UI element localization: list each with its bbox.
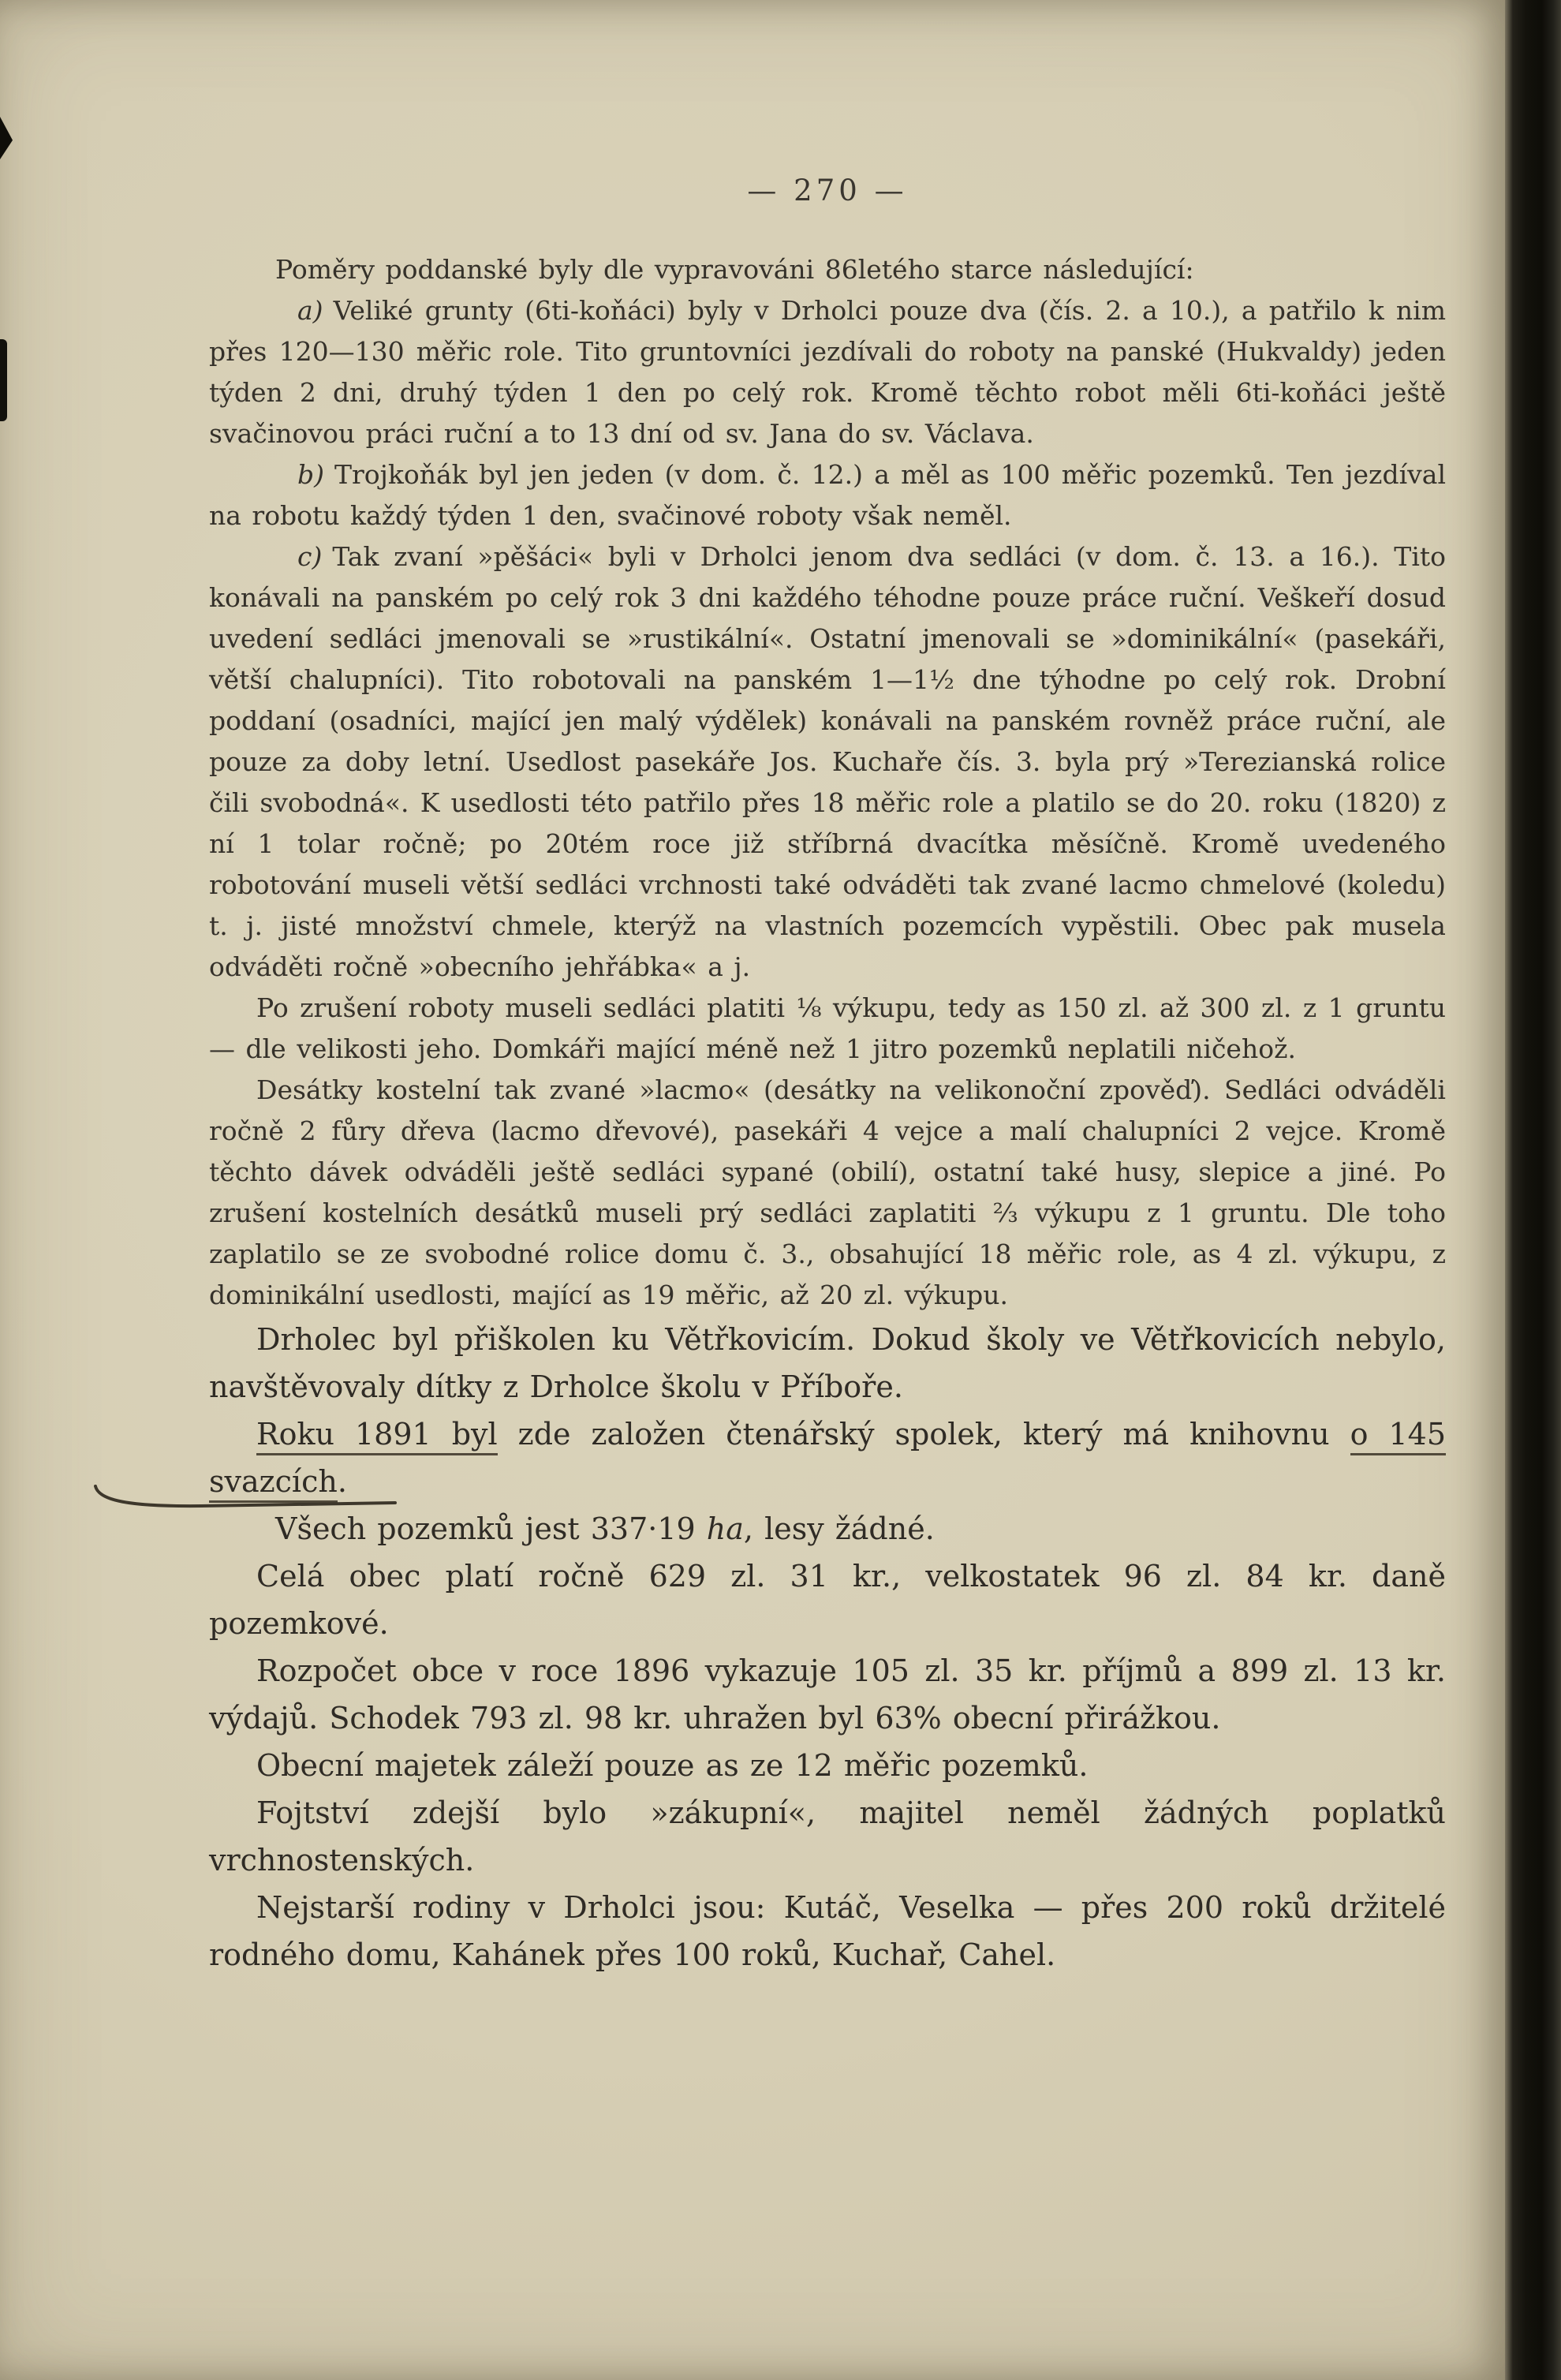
paragraph-text: , lesy žádné. xyxy=(743,1511,935,1546)
paragraph-item-a xyxy=(209,290,1446,454)
paragraph-bailiff: Fojtství zdejší bylo »zákupní«, majitel neměl žádných poplatků vrchnostenských. xyxy=(209,1795,1446,1877)
paragraph-text: zde založen čtenářský spolek, který má knihovnu xyxy=(497,1417,1350,1452)
scan-dark-edge xyxy=(1505,0,1561,2380)
paragraph-property: Obecní majetek záleží pouze as ze 12 měřic pozemků. xyxy=(256,1748,1089,1783)
paragraph-item-b xyxy=(209,454,1446,536)
paragraph-land xyxy=(209,1505,1446,1552)
paragraph-intro: Poměry poddanské byly dle vypravováni 86letého starce následující: xyxy=(275,254,1194,285)
paragraph-families: Nejstarší rodiny v Drholci jsou: Kutáč, Veselka — přes 200 roků držitelé rodného domu, Kahánek přes 100 roků, Kuchař, Cahel. xyxy=(209,1890,1446,1972)
list-marker-c: c) xyxy=(297,541,323,572)
pen-underlined-text-2: o 145 svazcích xyxy=(209,1417,1446,1503)
pen-underlined-text: Roku 1891 byl xyxy=(256,1417,498,1455)
page-number: — 270 — xyxy=(747,174,908,207)
paragraph-text: Všech pozemků jest 337·19 xyxy=(275,1511,707,1546)
scan-artifact-left-edge xyxy=(0,339,7,421)
paragraph-text: Tak zvaní »pěšáci« byli v Drholci jenom dva sedláci (v dom. č. 13. a 16.). Tito konávali na panském po celý rok 3 dni každého téhodne pouze práce ruční. Veškeří dosud uvedení sedláci jmenovali se »rustikální«. Ostatní jmenovali se »dominikální« (pasekáři, větší chalupníci). Tito robotovali na panském 1—1½ dne týhodne po celý rok. Drobní poddaní (osadníci, mající jen malý výdělek) konávali na panském rovněž práce ruční, ale pouze za doby letní. Usedlost pasekáře Jos. Kuchaře čís. 3. byla prý »Terezianská rolice čili svobodná«. K usedlosti této patřilo přes 18 měřic role a platilo se do 20. roku (1820) z ní 1 tolar ročně; po 20tém roce již stříbrná dvacítka měsíčně. Kromě uvedeného robotování museli větší sedláci vrchnosti také odváděti tak zvané lacmo chmelové (koledu) t. j. jisté množství chmele, kterýž na vlastních pozemcích vypěstili. Obec pak musela odváděti ročně »obecního jehřábka« a j. xyxy=(209,541,1446,982)
unit-hectare: ha xyxy=(706,1511,744,1546)
paragraph-item-c xyxy=(209,536,1446,988)
paragraph-text: . xyxy=(337,1464,347,1499)
paragraph-tithes: Desátky kostelní tak zvané »lacmo« (desátky na velikonoční zpověď). Sedláci odváděli ročně 2 fůry dřeva (lacmo dřevové), pasekáři 4 vejce a malí chalupníci 2 vejce. Kromě těchto dávek odváděli ještě sedláci sypané (obilí), ostatní také husy, slepice a jiné. Po zrušení kostelních desátků museli prý sedláci zaplatiti ⅔ výkupu z 1 gruntu. Dle toho zaplatilo se ze svobodné rolice domu č. 3., obsahující 18 měřic role, as 4 zl. výkupu, z dominikální usedlosti, mající as 19 měřic, až 20 zl. výkupu. xyxy=(209,1074,1446,1310)
paragraph-text: Trojkoňák byl jen jeden (v dom. č. 12.) a měl as 100 měřic pozemků. Ten jezdíval na robotu každý týden 1 den, svačinové roboty však neměl. xyxy=(209,459,1446,531)
paragraph-text: Veliké grunty (6ti-koňáci) byly v Drholci pouze dva (čís. 2. a 10.), a patřilo k nim přes 120—130 měřic role. Tito gruntovníci jezdívali do roboty na panské (Hukvaldy) jeden týden 2 dni, druhý týden 1 den po celý rok. Kromě těchto robot měli 6ti-koňáci ještě svačinovou práci ruční a to 13 dní od sv. Jana do sv. Václava. xyxy=(209,295,1446,449)
list-marker-b: b) xyxy=(297,459,324,490)
paragraph-redemption: Po zrušení roboty museli sedláci platiti ⅛ výkupu, tedy as 150 zl. až 300 zl. z 1 gruntu — dle velikosti jeho. Domkáři mající méně než 1 jitro pozemků neplatili ničehož. xyxy=(209,992,1446,1064)
paragraph-school: Drholec byl přiškolen ku Větřkovicím. Dokud školy ve Větřkovicích nebylo, navštěvovaly dítky z Drholce školu v Příboře. xyxy=(209,1322,1446,1404)
list-marker-a: a) xyxy=(297,295,323,326)
paragraph-library xyxy=(209,1410,1446,1505)
page-text-block xyxy=(209,249,1446,1978)
paragraph-taxes: Celá obec platí ročně 629 zl. 31 kr., velkostatek 96 zl. 84 kr. daně pozemkové. xyxy=(209,1559,1446,1641)
paragraph-budget: Rozpočet obce v roce 1896 vykazuje 105 zl. 35 kr. příjmů a 899 zl. 13 kr. výdajů. Schodek 793 zl. 98 kr. uhražen byl 63% obecní přirážkou. xyxy=(209,1653,1446,1735)
